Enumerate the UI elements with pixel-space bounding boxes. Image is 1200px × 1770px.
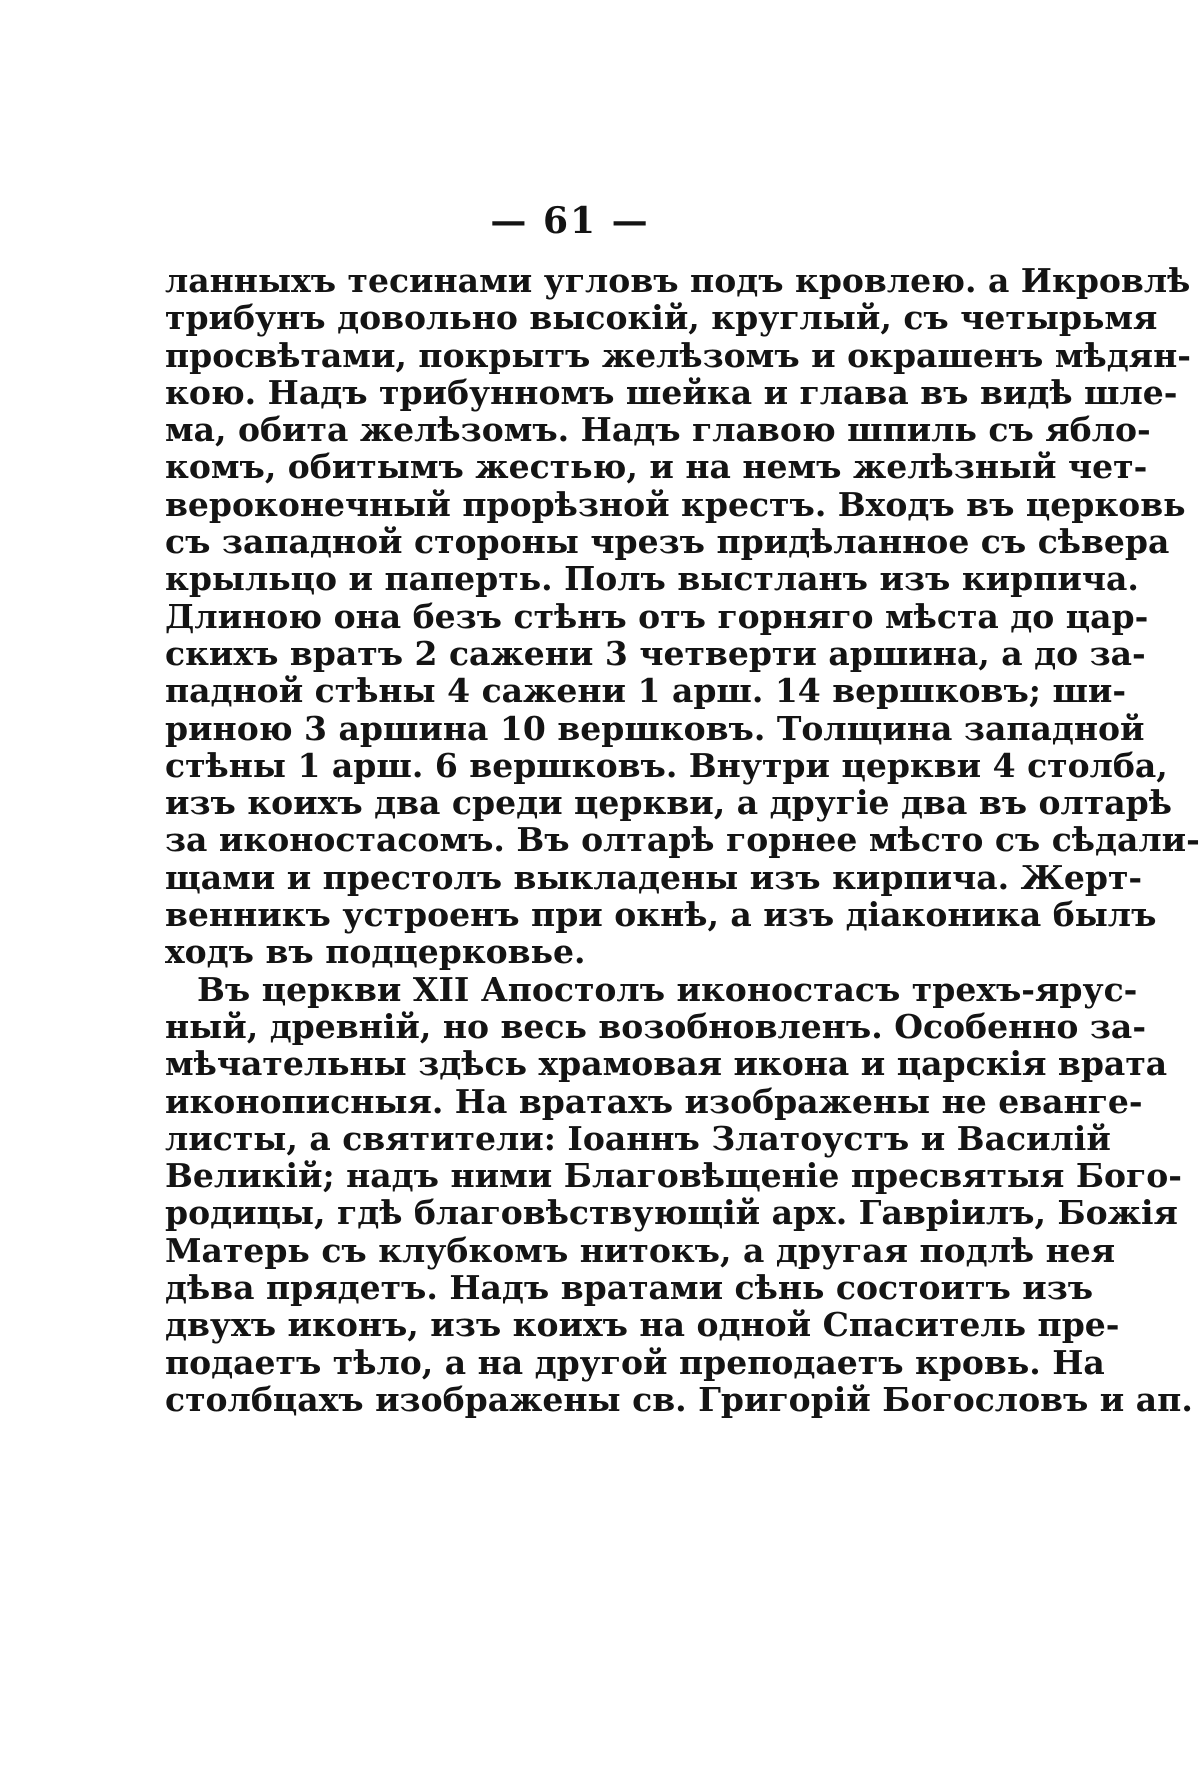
text-line: венникъ устроенъ при окнѣ, а изъ діаконика былъ [165, 895, 1157, 935]
text-line: съ западной стороны чрезъ придѣланное съ сѣвера [165, 522, 1170, 562]
text-line: Въ церкви XII Апостолъ иконостасъ трехъ-ярус- [197, 969, 1138, 1009]
text-line: ный, древній, но весь возобновленъ. Особенно за- [165, 1006, 1147, 1046]
text-line: иконописныя. На вратахъ изображены не еванге- [165, 1081, 1143, 1121]
text-line: мѣчательны здѣсь храмовая икона и царскія врата [165, 1044, 1168, 1084]
text-line: вероконечный прорѣзной крестъ. Входъ въ церковь [165, 484, 1186, 524]
text-line: ходъ въ подцерковье. [165, 932, 586, 972]
text-line: Длиною она безъ стѣнъ отъ горняго мѣста до цар- [165, 596, 1149, 636]
page-number: — 61 — [490, 200, 650, 242]
text-line: ма, обита желѣзомъ. Надъ главою шпиль съ ябло- [165, 410, 1151, 450]
text-line: столбцахъ изображены св. Григорій Богословъ и ап. [165, 1379, 1193, 1419]
text-line: щами и престолъ выкладены изъ кирпича. Жерт- [165, 857, 1143, 897]
text-line: риною 3 аршина 10 вершковъ. Толщина западной [165, 708, 1145, 748]
text-line: изъ коихъ два среди церкви, а другіе два въ олтарѣ [165, 783, 1172, 823]
text-line: Великій; надъ ними Благовѣщеніе пресвятыя Бого- [165, 1156, 1182, 1196]
text-line: подаетъ тѣло, а на другой преподаетъ кровь. На [165, 1342, 1105, 1382]
text-line: комъ, обитымъ жестью, и на немъ желѣзный чет- [165, 447, 1148, 487]
text-line: двухъ иконъ, изъ коихъ на одной Спаситель пре- [165, 1305, 1120, 1345]
text-line: за иконостасомъ. Въ олтарѣ горнее мѣсто съ сѣдали- [165, 820, 1200, 860]
text-line: кою. Надъ трибунномъ шейка и глава въ видѣ шле- [165, 372, 1178, 412]
text-line: стѣны 1 арш. 6 вершковъ. Внутри церкви 4 столба, [165, 745, 1168, 785]
text-line: падной стѣны 4 сажени 1 арш. 14 вершковъ; ши- [165, 671, 1127, 711]
text-line: Матерь съ клубкомъ нитокъ, а другая подлѣ нея [165, 1230, 1116, 1270]
text-line: ланныхъ тесинами угловъ подъ кровлею. а Икровлѣ [165, 261, 1191, 300]
text-line: крыльцо и паперть. Полъ выстланъ изъ кирпича. [165, 559, 1139, 599]
text-line: дѣва прядетъ. Надъ вратами сѣнь состоитъ изъ [165, 1268, 1094, 1308]
text-line: листы, а святители: Іоаннъ Златоустъ и Василій [165, 1118, 1111, 1158]
text-line: родицы, гдѣ благовѣствующій арх. Гавріилъ, Божія [165, 1193, 1178, 1233]
body-text [165, 261, 1200, 1419]
text-line: скихъ вратъ 2 сажени 3 четверти аршина, а до за- [165, 633, 1146, 673]
text-line: трибунъ довольно высокій, круглый, съ четырьмя [165, 298, 1158, 338]
text-line: просвѣтами, покрытъ желѣзомъ и окрашенъ мѣдян- [165, 335, 1191, 375]
